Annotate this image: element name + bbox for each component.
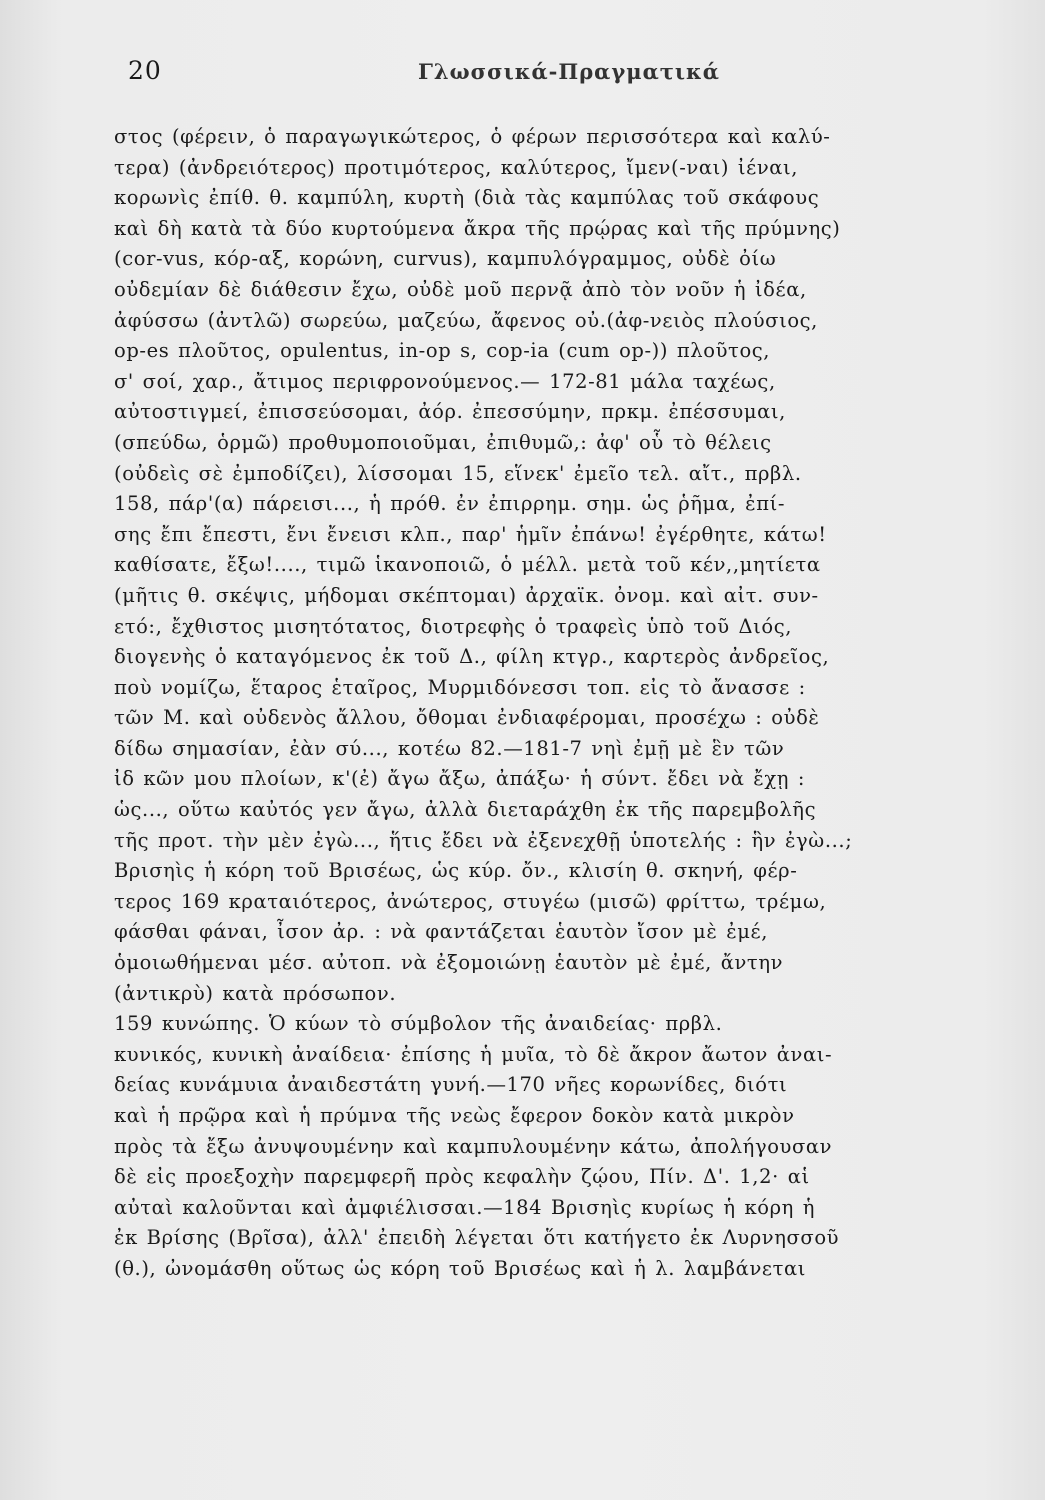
text-line: ὡς..., οὕτω καὐτός γεν ἄγω, ἀλλὰ διεταράχθη ἐκ τῆς παρεμβολῆς (114, 798, 817, 822)
text-line: Βρισηὶς ἡ κόρη τοῦ Βρισέως, ὡς κύρ. ὄν., κλισίη θ. σκηνή, φέρ- (114, 859, 798, 883)
text-line: αὐτοστιγμεί, ἐπισσεύσομαι, ἀόρ. ἐπεσσύμην, πρκμ. ἐπέσσυμαι, (114, 400, 786, 424)
body-text (114, 122, 1034, 1285)
text-line: 158, πάρ'(α) πάρεισι..., ἡ πρόθ. ἐν ἐπιρρημ. σημ. ὡς ῥῆμα, ἐπί- (114, 492, 786, 516)
text-line: (cor-vus, κόρ-αξ, κορώνη, curvus), καμπυλόγραμμος, οὐδὲ ὀίω (114, 247, 777, 271)
page-number: 20 (128, 56, 162, 85)
text-line: ἐκ Βρίσης (Βρῖσα), ἀλλ' ἐπειδὴ λέγεται ὅτι κατήγετο ἐκ Λυρνησσοῦ (114, 1226, 840, 1250)
text-line: πρὸς τὰ ἔξω ἀνυψουμένην καὶ καμπυλουμένην κάτω, ἀπολήγουσαν (114, 1134, 833, 1158)
text-line: ὁμοιωθήμεναι μέσ. αὐτοπ. νὰ ἐξομοιώνῃ ἑαυτὸν μὲ ἐμέ, ἄντην (114, 951, 784, 975)
text-line: τερος 169 κραταιότερος, ἀνώτερος, στυγέω (μισῶ) φρίττω, τρέμω, (114, 889, 827, 913)
text-line: (θ.), ὠνομάσθη οὕτως ὡς κόρη τοῦ Βρισέως καὶ ἡ λ. λαμβάνεται (114, 1256, 807, 1280)
text-line: καθίσατε, ἔξω!...., τιμῶ ἱκανοποιῶ, ὁ μέλλ. μετὰ τοῦ κέν,,μητίετα (114, 553, 821, 577)
text-line: κυνικός, κυνικὴ ἀναίδεια· ἐπίσης ἡ μυῖα, τὸ δὲ ἄκρον ἄωτον ἀναι- (114, 1042, 833, 1066)
text-line: ετό:, ἔχθιστος μισητότατος, διοτρεφὴς ὁ τραφεὶς ὑπὸ τοῦ Διός, (114, 614, 793, 638)
text-line: σης ἔπι ἔπεστι, ἔνι ἔνεισι κλπ., παρ' ἡμῖν ἐπάνω! ἐγέρθητε, κάτω! (114, 522, 827, 546)
text-line: δίδω σημασίαν, ἐὰν σύ..., κοτέω 82.—181-7 νηὶ ἐμῇ μὲ ἓν τῶν (114, 736, 785, 760)
text-line: op-es πλοῦτος, opulentus, in-op s, cop-ia (cum op-)) πλοῦτος, (114, 339, 771, 363)
text-line: καὶ ἡ πρῷρα καὶ ἡ πρύμνα τῆς νεὼς ἔφερον δοκὸν κατὰ μικρὸν (114, 1104, 795, 1127)
text-line: (οὐδεὶς σὲ ἐμποδίζει), λίσσομαι 15, εἵνεκ' ἐμεῖο τελ. αἴτ., πρβλ. (114, 461, 802, 485)
text-line: (σπεύδω, ὁρμῶ) προθυμοποιοῦμαι, ἐπιθυμῶ,: ἀφ' οὗ τὸ θέλεις (114, 430, 772, 454)
text-line: ἀφύσσω (ἀντλῶ) σωρεύω, μαζεύω, ἄφενος οὐ.(ἀφ-νειὸς πλούσιος, (114, 308, 818, 332)
text-line: διογενὴς ὁ καταγόμενος ἐκ τοῦ Δ., φίλη κτγρ., καρτερὸς ἀνδρεῖος, (114, 645, 830, 669)
text-line: (ἀντικρὺ) κατὰ πρόσωπον. (114, 981, 397, 1005)
text-line: ποὺ νομίζω, ἕταρος ἑταῖρος, Μυρμιδόνεσσι τοπ. εἰς τὸ ἄνασσε : (114, 675, 806, 699)
text-line: (μῆτις θ. σκέψις, μήδομαι σκέπτομαι) ἀρχαϊκ. ὀνομ. καὶ αἰτ. συν- (114, 583, 819, 607)
text-line: τερα) (ἀνδρειότερος) προτιμότερος, καλύτερος, ἴμεν(-ναι) ἰέναι, (114, 155, 799, 179)
text-line: 159 κυνώπης. Ὁ κύων τὸ σύμβολον τῆς ἀναιδείας· πρβλ. (114, 1012, 723, 1036)
text-line: οὐδεμίαν δὲ διάθεσιν ἔχω, οὐδὲ μοῦ περνᾷ ἀπὸ τὸν νοῦν ἡ ἰδέα, (114, 277, 807, 301)
text-line: δὲ εἰς προεξοχὴν παρεμφερῆ πρὸς κεφαλὴν ζῴου, Πίν. Δ'. 1,2· αἱ (114, 1165, 810, 1189)
text-line: δείας κυνάμυια ἀναιδεστάτη γυνή.—170 νῆες κορωνίδες, διότι (114, 1073, 788, 1097)
text-line: ἰδ κῶν μου πλοίων, κ'(ἐ) ἄγω ἄξω, ἀπάξω· ἡ σύντ. ἔδει νὰ ἔχῃ : (114, 767, 806, 791)
running-title: Γλωσσικά-Πραγματικά (418, 59, 720, 84)
page-header (128, 56, 948, 90)
text-line: φάσθαι φάναι, ἶσον ἀρ. : νὰ φαντάζεται ἑαυτὸν ἴσον μὲ ἐμέ, (114, 920, 769, 944)
text-line: αὐταὶ καλοῦνται καὶ ἀμφιέλισσαι.—184 Βρισηὶς κυρίως ἡ κόρη ἡ (114, 1195, 815, 1219)
text-line: τῆς προτ. τὴν μὲν ἐγὼ..., ἥτις ἔδει νὰ ἐξενεχθῇ ὑποτελής : ἣν ἐγὼ...; (114, 828, 853, 852)
text-line: σ' σοί, χαρ., ἄτιμος περιφρονούμενος.— 172-81 μάλα ταχέως, (114, 369, 776, 393)
text-line: κορωνὶς ἐπίθ. θ. καμπύλη, κυρτὴ (διὰ τὰς καμπύλας τοῦ σκάφους (114, 186, 820, 210)
text-line: στος (φέρειν, ὁ παραγωγικώτερος, ὁ φέρων περισσότερα καὶ καλύ- (114, 125, 831, 148)
text-line: τῶν Μ. καὶ οὐδενὸς ἄλλου, ὄθομαι ἐνδιαφέρομαι, προσέχω : οὐδὲ (114, 706, 820, 730)
text-line: καὶ δὴ κατὰ τὰ δύο κυρτούμενα ἄκρα τῆς πρῴρας καὶ τῆς πρύμνης) (114, 216, 841, 240)
